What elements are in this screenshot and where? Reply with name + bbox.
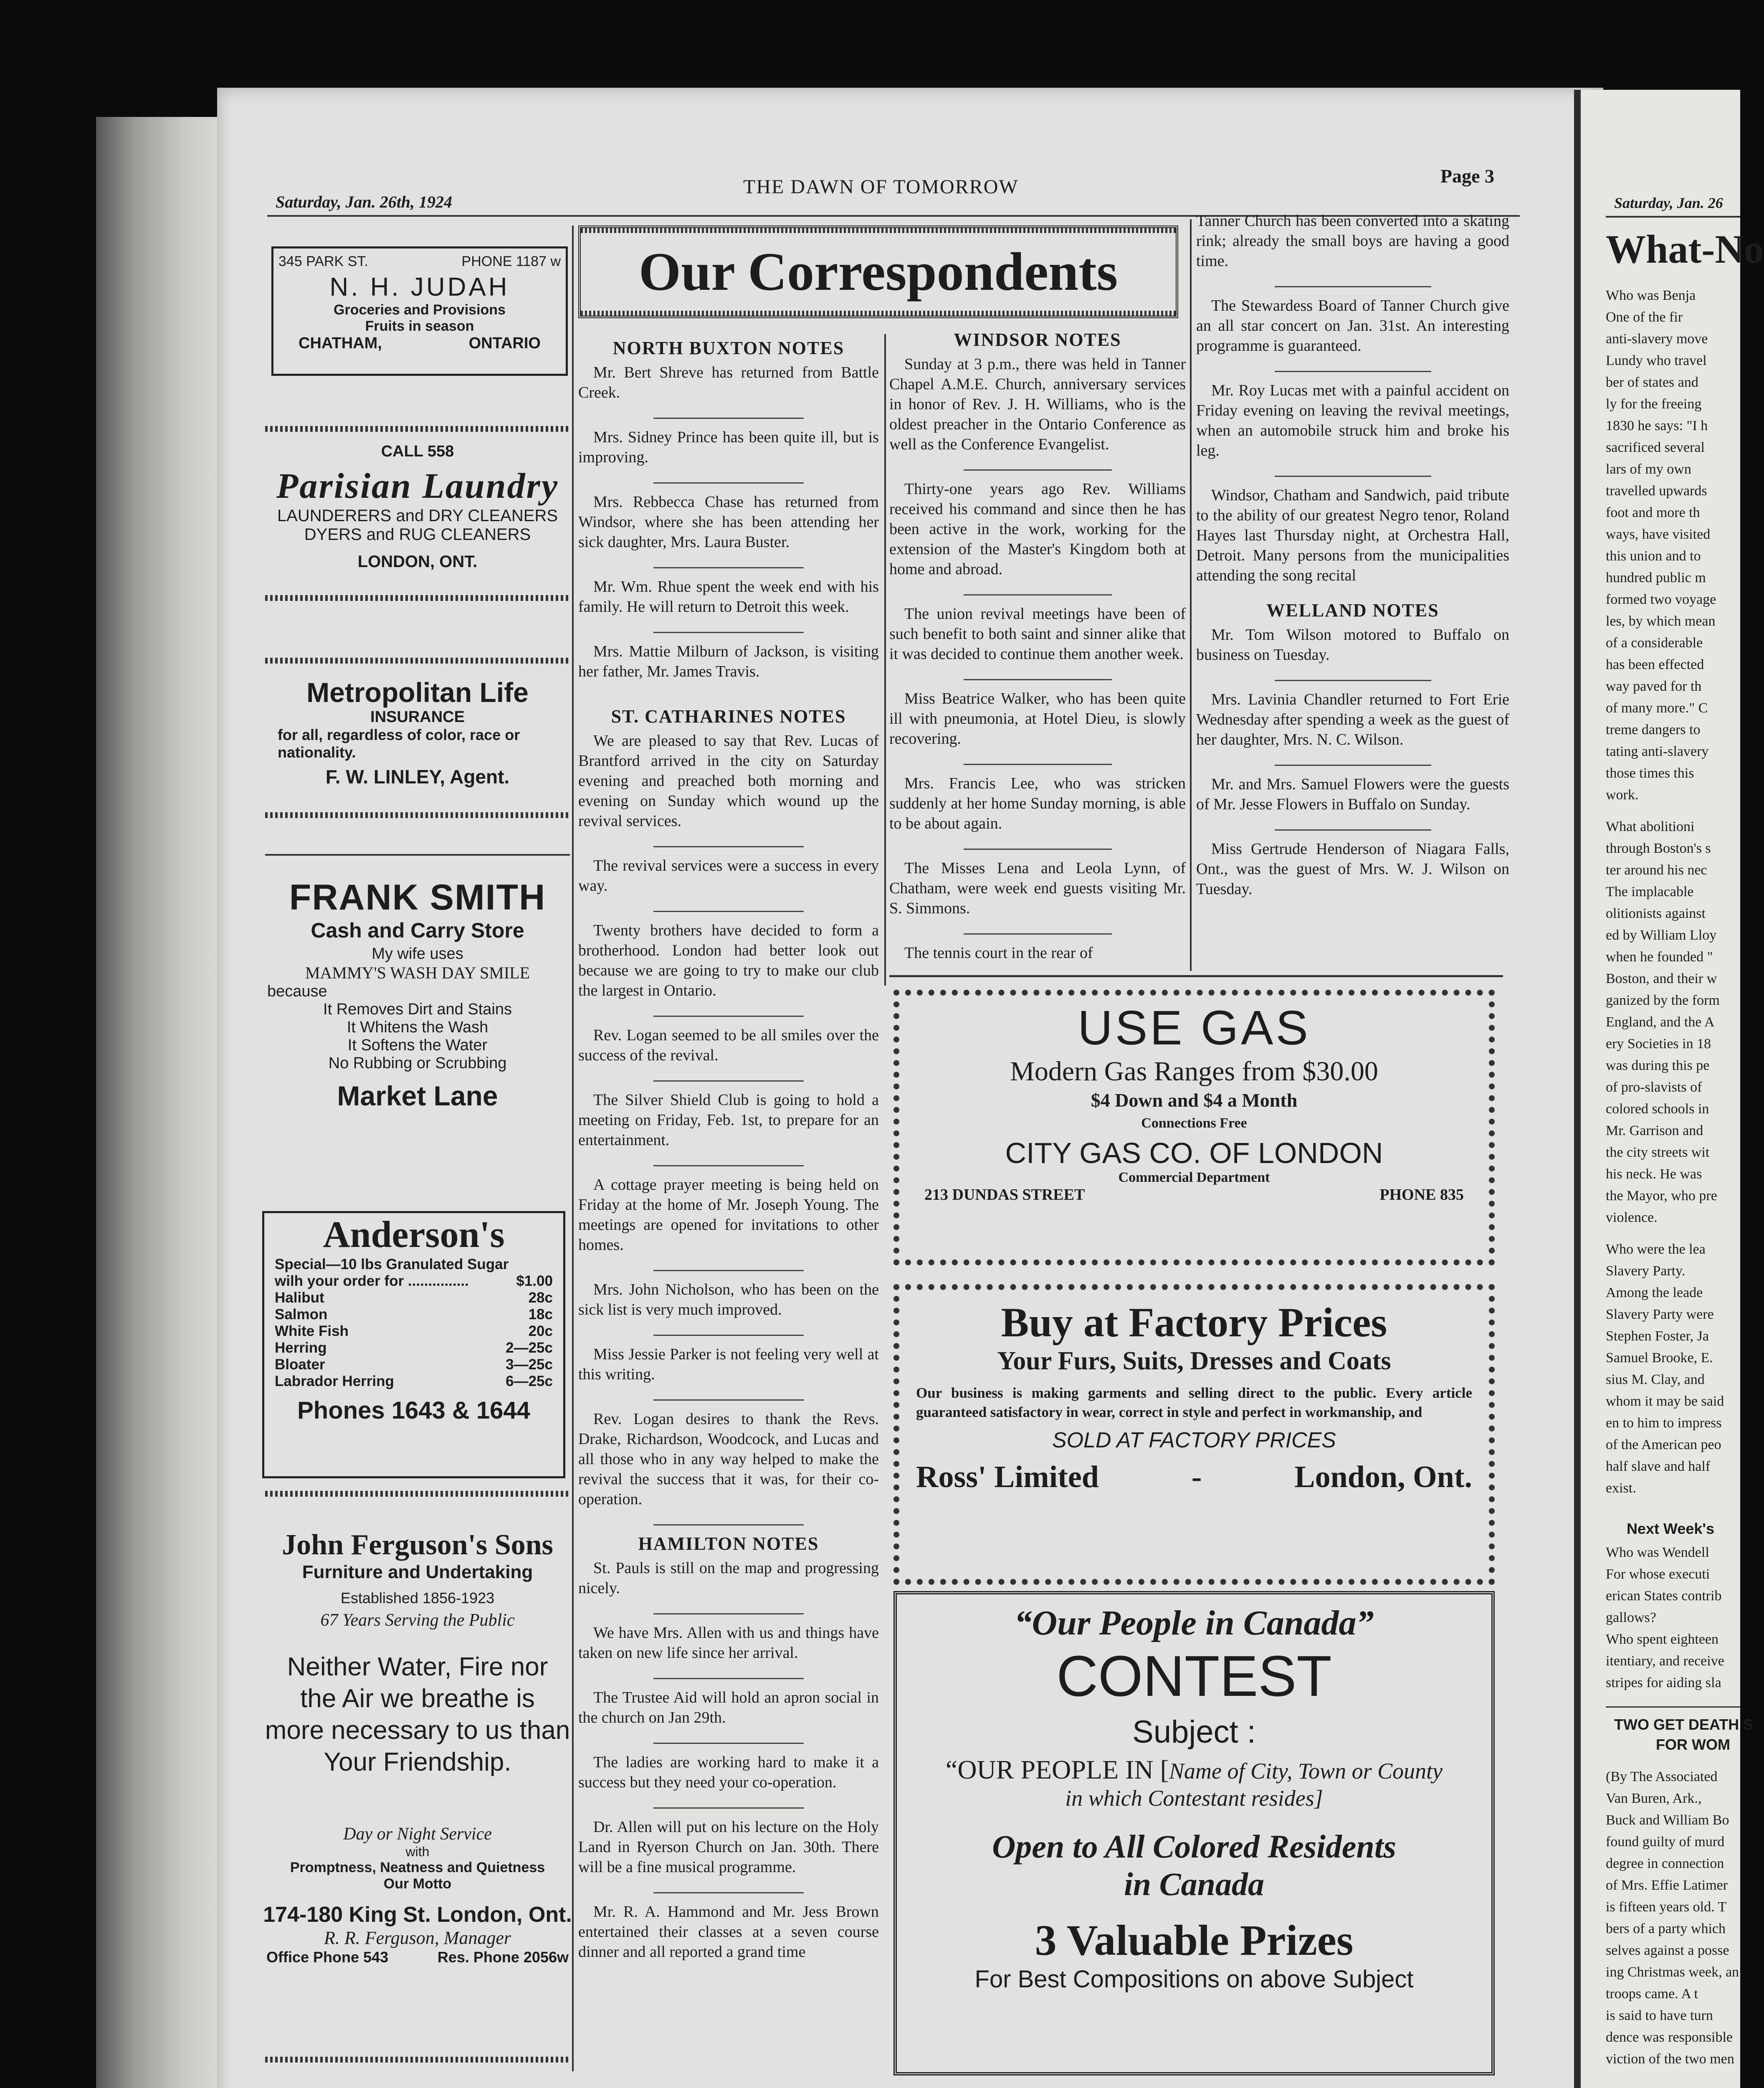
ferguson-name: John Ferguson's Sons [282, 1529, 553, 1561]
next-text-block-2: What abolitioni through Boston's s ter around his nec The implacable olitionists against ed by William Lloy when he founded " Boston, and their w ganized by the form England, and the A ery Societies in 18 was during this pe of pro-slavists of colored schools in Mr. Garrison and the city streets wit his neck. He was the Mayor, who pre violence. [1606, 819, 1720, 1225]
frank-smith-ad [263, 877, 572, 1112]
next-date: Saturday, Jan. 26 [1614, 195, 1723, 211]
windsor-head: WINDSOR NOTES [954, 329, 1121, 350]
next-page-partial [1574, 90, 1764, 2088]
next-week-head: Next Week's [1627, 1520, 1715, 1537]
welland-head: WELLAND NOTES [1266, 600, 1439, 621]
note-paragraph: Mr. Wm. Rhue spent the week end with his family. He will return to Detroit this week. [578, 578, 879, 616]
ross-ad [893, 1284, 1495, 1585]
page-number: Page 3 [1440, 165, 1495, 187]
note-paragraph: The Trustee Aid will hold an apron social in the church on Jan 29th. [578, 1689, 879, 1726]
divider [265, 2057, 570, 2063]
note-paragraph: The tennis court in the rear of [904, 944, 1093, 962]
divider [265, 1491, 570, 1497]
gas-line1: Modern Gas Ranges from $30.00 [1010, 1056, 1378, 1087]
contest-open2: in Canada [1124, 1866, 1264, 1902]
laundry-line1: LAUNDERERS and DRY CLEANERS [277, 507, 558, 525]
laundry-name: Parisian Laundry [276, 466, 559, 506]
st-catharines-head: ST. CATHARINES NOTES [611, 706, 846, 727]
ferguson-est: Established 1856-1923 [340, 1589, 495, 1607]
next-text-block-5: (By The Associated Van Buren, Ark., Buck and William Bo found guilty of murd degree in connection of Mrs. Effie Latimer is fifteen years old. T bers of a party which selves against a posse ing Christmas week, an troops came. A t is said to have turn dence was responsible viction of the two men [1606, 1769, 1739, 2067]
note-paragraph: Mrs. Francis Lee, who was stricken suddenly at her home Sunday morning, is able to be about again. [889, 775, 1186, 832]
note-paragraph: Mrs. Mattie Milburn of Jackson, is visiting her father, Mr. James Travis. [578, 643, 879, 680]
note-paragraph: Miss Gertrude Henderson of Niagara Falls, Ont., was the guest of Mrs. W. J. Wilson on Tuesday. [1196, 840, 1509, 898]
note-paragraph: We have Mrs. Allen with us and things have taken on new life since her arrival. [578, 1624, 879, 1662]
note-paragraph: St. Pauls is still on the map and progressing nicely. [578, 1559, 879, 1597]
judah-province: ONTARIO [468, 334, 541, 352]
note-paragraph: Sunday at 3 p.m., there was held in Tanner Chapel A.M.E. Church, anniversary services in honor of Rev. J. H. Williams, who is the oldest preacher in the Ontario Conference as well as the Conference Evangelist. [889, 355, 1186, 453]
paper-title: THE DAWN OF TOMORROW [743, 176, 1019, 198]
ferguson-motto1: Promptness, Neatness and Quietness [290, 1860, 545, 1875]
contest-topic2: in which Contestant resides] [1065, 1786, 1323, 1811]
ferguson-years: 67 Years Serving the Public [320, 1611, 515, 1630]
column-3 [889, 326, 1186, 978]
divider [265, 854, 570, 856]
gas-company: CITY GAS CO. OF LONDON [1005, 1137, 1383, 1169]
contest-topic-line1: “OUR PEOPLE IN [Name of City, Town or County [945, 1755, 1443, 1784]
note-paragraph: The Stewardess Board of Tanner Church give an all star concert on Jan. 31st. An interesting programme is guaranteed. [1196, 297, 1509, 355]
judah-line2: Fruits in season [365, 318, 474, 334]
laundry-line2: DYERS and RUG CLEANERS [304, 525, 531, 544]
contest-title1: “Our People in Canada” [1014, 1604, 1374, 1642]
next-text-block-4: Who was Wendell For whose executi erican States contrib gallows? Who spent eighteen itentiary, and receive stripes for aiding sla [1606, 1545, 1724, 1690]
smith-line7: No Rubbing or Scrubbing [328, 1054, 507, 1072]
ross-sold: SOLD AT FACTORY PRICES [1052, 1428, 1336, 1452]
note-paragraph: Dr. Allen will put on his lecture on the Holy Land in Ryerson Church on Jan. 30th. There will be a fine musical programme. [578, 1818, 879, 1876]
note-paragraph: Tanner Church has been converted into a skating rink; already the small boys are having a good time. [1196, 212, 1509, 270]
ross-city: London, Ont. [1294, 1460, 1472, 1494]
book-page-edges [96, 117, 221, 2088]
next-title: What-No [1606, 227, 1764, 271]
divider [889, 975, 1503, 977]
divider [265, 426, 570, 432]
column-rule [884, 334, 886, 986]
next-text-block-3: Who were the lea Slavery Party. Among the leade Slavery Party were Stephen Foster, Ja Samuel Brooke, E. sius M. Clay, and whom it may be said en to him to impress of the American peo half slave and half exist. [1606, 1242, 1724, 1496]
next-head2a: TWO GET DEATH S [1614, 1716, 1754, 1733]
contest-title2: CONTEST [1056, 1644, 1332, 1708]
ross-title: Buy at Factory Prices [1001, 1299, 1387, 1346]
note-paragraph: Twenty brothers have decided to form a brotherhood. London had better look out because we are going to try to make our club the largest in Ontario. [578, 922, 879, 999]
north-buxton-head: NORTH BUXTON NOTES [612, 338, 845, 358]
note-paragraph: The union revival meetings have been of such benefit to both saint and sinner alike that it was decided to continue them another week. [889, 605, 1186, 663]
ferguson-motto2: Our Motto [383, 1876, 452, 1892]
note-paragraph: Mr. R. A. Hammond and Mr. Jess Brown entertained their classes at a seven course dinner and all reported a grand time [578, 1903, 879, 1961]
metropolitan-agent: F. W. LINLEY, Agent. [325, 766, 510, 788]
divider [265, 658, 570, 664]
smith-line6: It Softens the Water [347, 1036, 488, 1054]
smith-line1: My wife uses [372, 945, 463, 963]
correspondents-title: Our Correspondents [638, 242, 1118, 302]
smith-line3: because [267, 983, 327, 1000]
note-paragraph: Rev. Logan desires to thank the Revs. Drake, Richardson, Woodcock, and Lucas and all those who in any way helped to make the revival the success that it was, for their co-operation. [578, 1410, 879, 1508]
judah-phone: PHONE 1187 w [461, 253, 561, 269]
note-paragraph: Mrs. Lavinia Chandler returned to Fort Erie Wednesday after spending a week as the guest of her daughter, Mrs. N. C. Wilson. [1196, 691, 1509, 748]
ross-name: Ross' Limited [916, 1460, 1099, 1494]
price-row: Bloater 3—25c [275, 1356, 553, 1373]
ferguson-address: 174-180 King St. London, Ont. [263, 1903, 572, 1927]
gas-line2: $4 Down and $4 a Month [1091, 1090, 1298, 1111]
price-row: White Fish 20c [275, 1323, 553, 1339]
judah-city: CHATHAM, [299, 334, 382, 352]
price-row: Salmon 18c [275, 1306, 553, 1323]
divider [265, 595, 570, 601]
column-4 [1196, 211, 1509, 914]
note-paragraph: The Silver Shield Club is going to hold a meeting on Friday, Feb. 1st, to prepare for an entertainment. [578, 1091, 879, 1149]
anderson-special1: Special—10 lbs Granulated Sugar [275, 1256, 509, 1272]
metropolitan-life-ad [263, 677, 572, 788]
anderson-special2: wilh your order for ............... [275, 1273, 469, 1289]
note-paragraph: Miss Jessie Parker is not feeling very well at this writing. [578, 1346, 879, 1383]
judah-ad [271, 246, 568, 376]
price-row: Labrador Herring 6—25c [275, 1373, 553, 1389]
anderson-ad [262, 1211, 565, 1478]
anderson-phones: Phones 1643 & 1644 [297, 1397, 530, 1424]
smith-line5: It Whitens the Wash [347, 1019, 488, 1036]
note-paragraph: Mrs. Sidney Prince has been quite ill, but is improving. [578, 428, 879, 466]
gas-ad [893, 990, 1495, 1265]
metropolitan-line1: for all, regardless of color, race or [278, 726, 520, 743]
smith-sub: Cash and Carry Store [311, 919, 524, 942]
gas-dept: Commercial Department [1118, 1170, 1270, 1185]
smith-line4: It Removes Dirt and Stains [323, 1001, 512, 1018]
laundry-city: LONDON, ONT. [357, 552, 478, 571]
ferguson-with: with [405, 1844, 430, 1859]
gas-line3: Connections Free [1141, 1115, 1247, 1131]
smith-place: Market Lane [337, 1080, 498, 1111]
note-paragraph: Mr. and Mrs. Samuel Flowers were the guests of Mr. Jesse Flowers in Buffalo on Sunday. [1196, 775, 1509, 813]
note-paragraph: Mr. Tom Wilson motored to Buffalo on business on Tuesday. [1196, 626, 1509, 664]
column-rule [1190, 219, 1192, 971]
note-paragraph: The revival services were a success in every way. [578, 857, 879, 894]
gas-phone: PHONE 835 [1379, 1186, 1464, 1204]
ferguson-res-phone: Res. Phone 2056w [437, 1949, 569, 1966]
price-row: Herring 2—25c [275, 1340, 553, 1356]
metropolitan-line2: nationality. [278, 744, 356, 761]
note-paragraph: A cottage prayer meeting is being held on Friday at the home of Mr. Joseph Young. The meetings are opened for invitations to other homes. [578, 1176, 879, 1254]
contest-open1: Open to All Colored Residents [992, 1828, 1396, 1865]
ross-body: Our business is making garments and selling direct to the public. Every article guaranteed satisfactory in wear, correct in style and perfect in workmanship, and [916, 1385, 1472, 1420]
metropolitan-kind: INSURANCE [370, 708, 465, 726]
anderson-special-price: $1.00 [516, 1273, 553, 1289]
hamilton-head: HAMILTON NOTES [638, 1533, 819, 1554]
note-paragraph: Rev. Logan seemed to be all smiles over the success of the revival. [578, 1026, 879, 1064]
column-2 [578, 334, 879, 1977]
gas-address: 213 DUNDAS STREET [924, 1186, 1085, 1204]
issue-date: Saturday, Jan. 26th, 1924 [276, 193, 453, 211]
ferguson-office-phone: Office Phone 543 [266, 1949, 389, 1966]
smith-line2: MAMMY'S WASH DAY SMILE [305, 963, 530, 982]
parisian-laundry-ad [263, 443, 572, 571]
judah-line1: Groceries and Provisions [334, 302, 506, 318]
gas-title: USE GAS [1078, 1001, 1311, 1055]
note-paragraph: We are pleased to say that Rev. Lucas of Brantford arrived in the city on Saturday evening and preached both morning and evening on Sunday which wound up the revival services. [578, 732, 879, 830]
note-paragraph: Mrs. Rebbecca Chase has returned from Windsor, where she has been attending her sick daughter, Mrs. Laura Buster. [578, 493, 879, 551]
contest-subject: Subject : [1132, 1714, 1256, 1750]
contest-for: For Best Compositions on above Subject [974, 1966, 1414, 1993]
price-row: Halibut 28c [275, 1290, 553, 1306]
note-paragraph: Miss Beatrice Walker, who has been quite ill with pneumonia, at Hotel Dieu, is slowly recovering. [889, 690, 1186, 748]
anderson-name: Anderson's [323, 1214, 505, 1255]
contest-ad [893, 1591, 1495, 2075]
divider [265, 812, 570, 818]
note-paragraph: Mr. Bert Shreve has returned from Battle Creek. [578, 364, 879, 401]
ferguson-service: Day or Night Service [343, 1824, 492, 1844]
ferguson-manager: R. R. Ferguson, Manager [324, 1928, 511, 1948]
judah-address: 345 PARK ST. [278, 253, 368, 269]
metropolitan-name: Metropolitan Life [306, 677, 529, 708]
ferguson-slogan: Neither Water, Fire nor the Air we breathe is more necessary to us than Your Friendship. [265, 1652, 570, 1776]
ferguson-ad [263, 1528, 572, 1966]
smith-name: FRANK SMITH [289, 877, 546, 917]
judah-name: N. H. JUDAH [329, 273, 510, 302]
note-paragraph: The ladies are working hard to make it a success but they need your co-operation. [578, 1754, 879, 1791]
ross-dash: - [1191, 1460, 1202, 1494]
note-paragraph: Thirty-one years ago Rev. Williams received his command and since then he has been active in the work, working for the extension of the Master's Kingdom both at home and abroad. [889, 480, 1186, 578]
laundry-call: CALL 558 [381, 443, 454, 460]
ferguson-sub: Furniture and Undertaking [302, 1562, 533, 1582]
column-rule [572, 226, 574, 2071]
correspondents-banner [578, 226, 1178, 318]
next-text-block-1: Who was Benja One of the fir anti-slavery move Lundy who travel ber of states and ly for the freeing 1830 he says: "I h sacrificed several lars of my own travelled upwards foot and more th ways, have visited this union and to hundred public m formed two voyage les, by which mean of a considerable has been effected way paved for th of many more." C treme dangers to tating anti-slavery those times this work. [1606, 288, 1716, 803]
note-paragraph: Mr. Roy Lucas met with a painful accident on Friday evening on leaving the revival meetings, when an automobile struck him and broke his leg. [1196, 382, 1509, 459]
note-paragraph: Mrs. John Nicholson, who has been on the sick list is very much improved. [578, 1281, 879, 1318]
note-paragraph: The Misses Lena and Leola Lynn, of Chatham, were week end guests visiting Mr. S. Simmons. [889, 859, 1186, 917]
note-paragraph: Windsor, Chatham and Sandwich, paid tribute to the ability of our greatest Negro tenor, Roland Hayes last Thursday night, at Orchestra Hall, Detroit. Many persons from the municipalities attending the song recital [1196, 487, 1509, 584]
next-head2b: FOR WOM [1656, 1736, 1730, 1753]
contest-prizes: 3 Valuable Prizes [1035, 1916, 1354, 1964]
ross-sub: Your Furs, Suits, Dresses and Coats [997, 1347, 1391, 1375]
